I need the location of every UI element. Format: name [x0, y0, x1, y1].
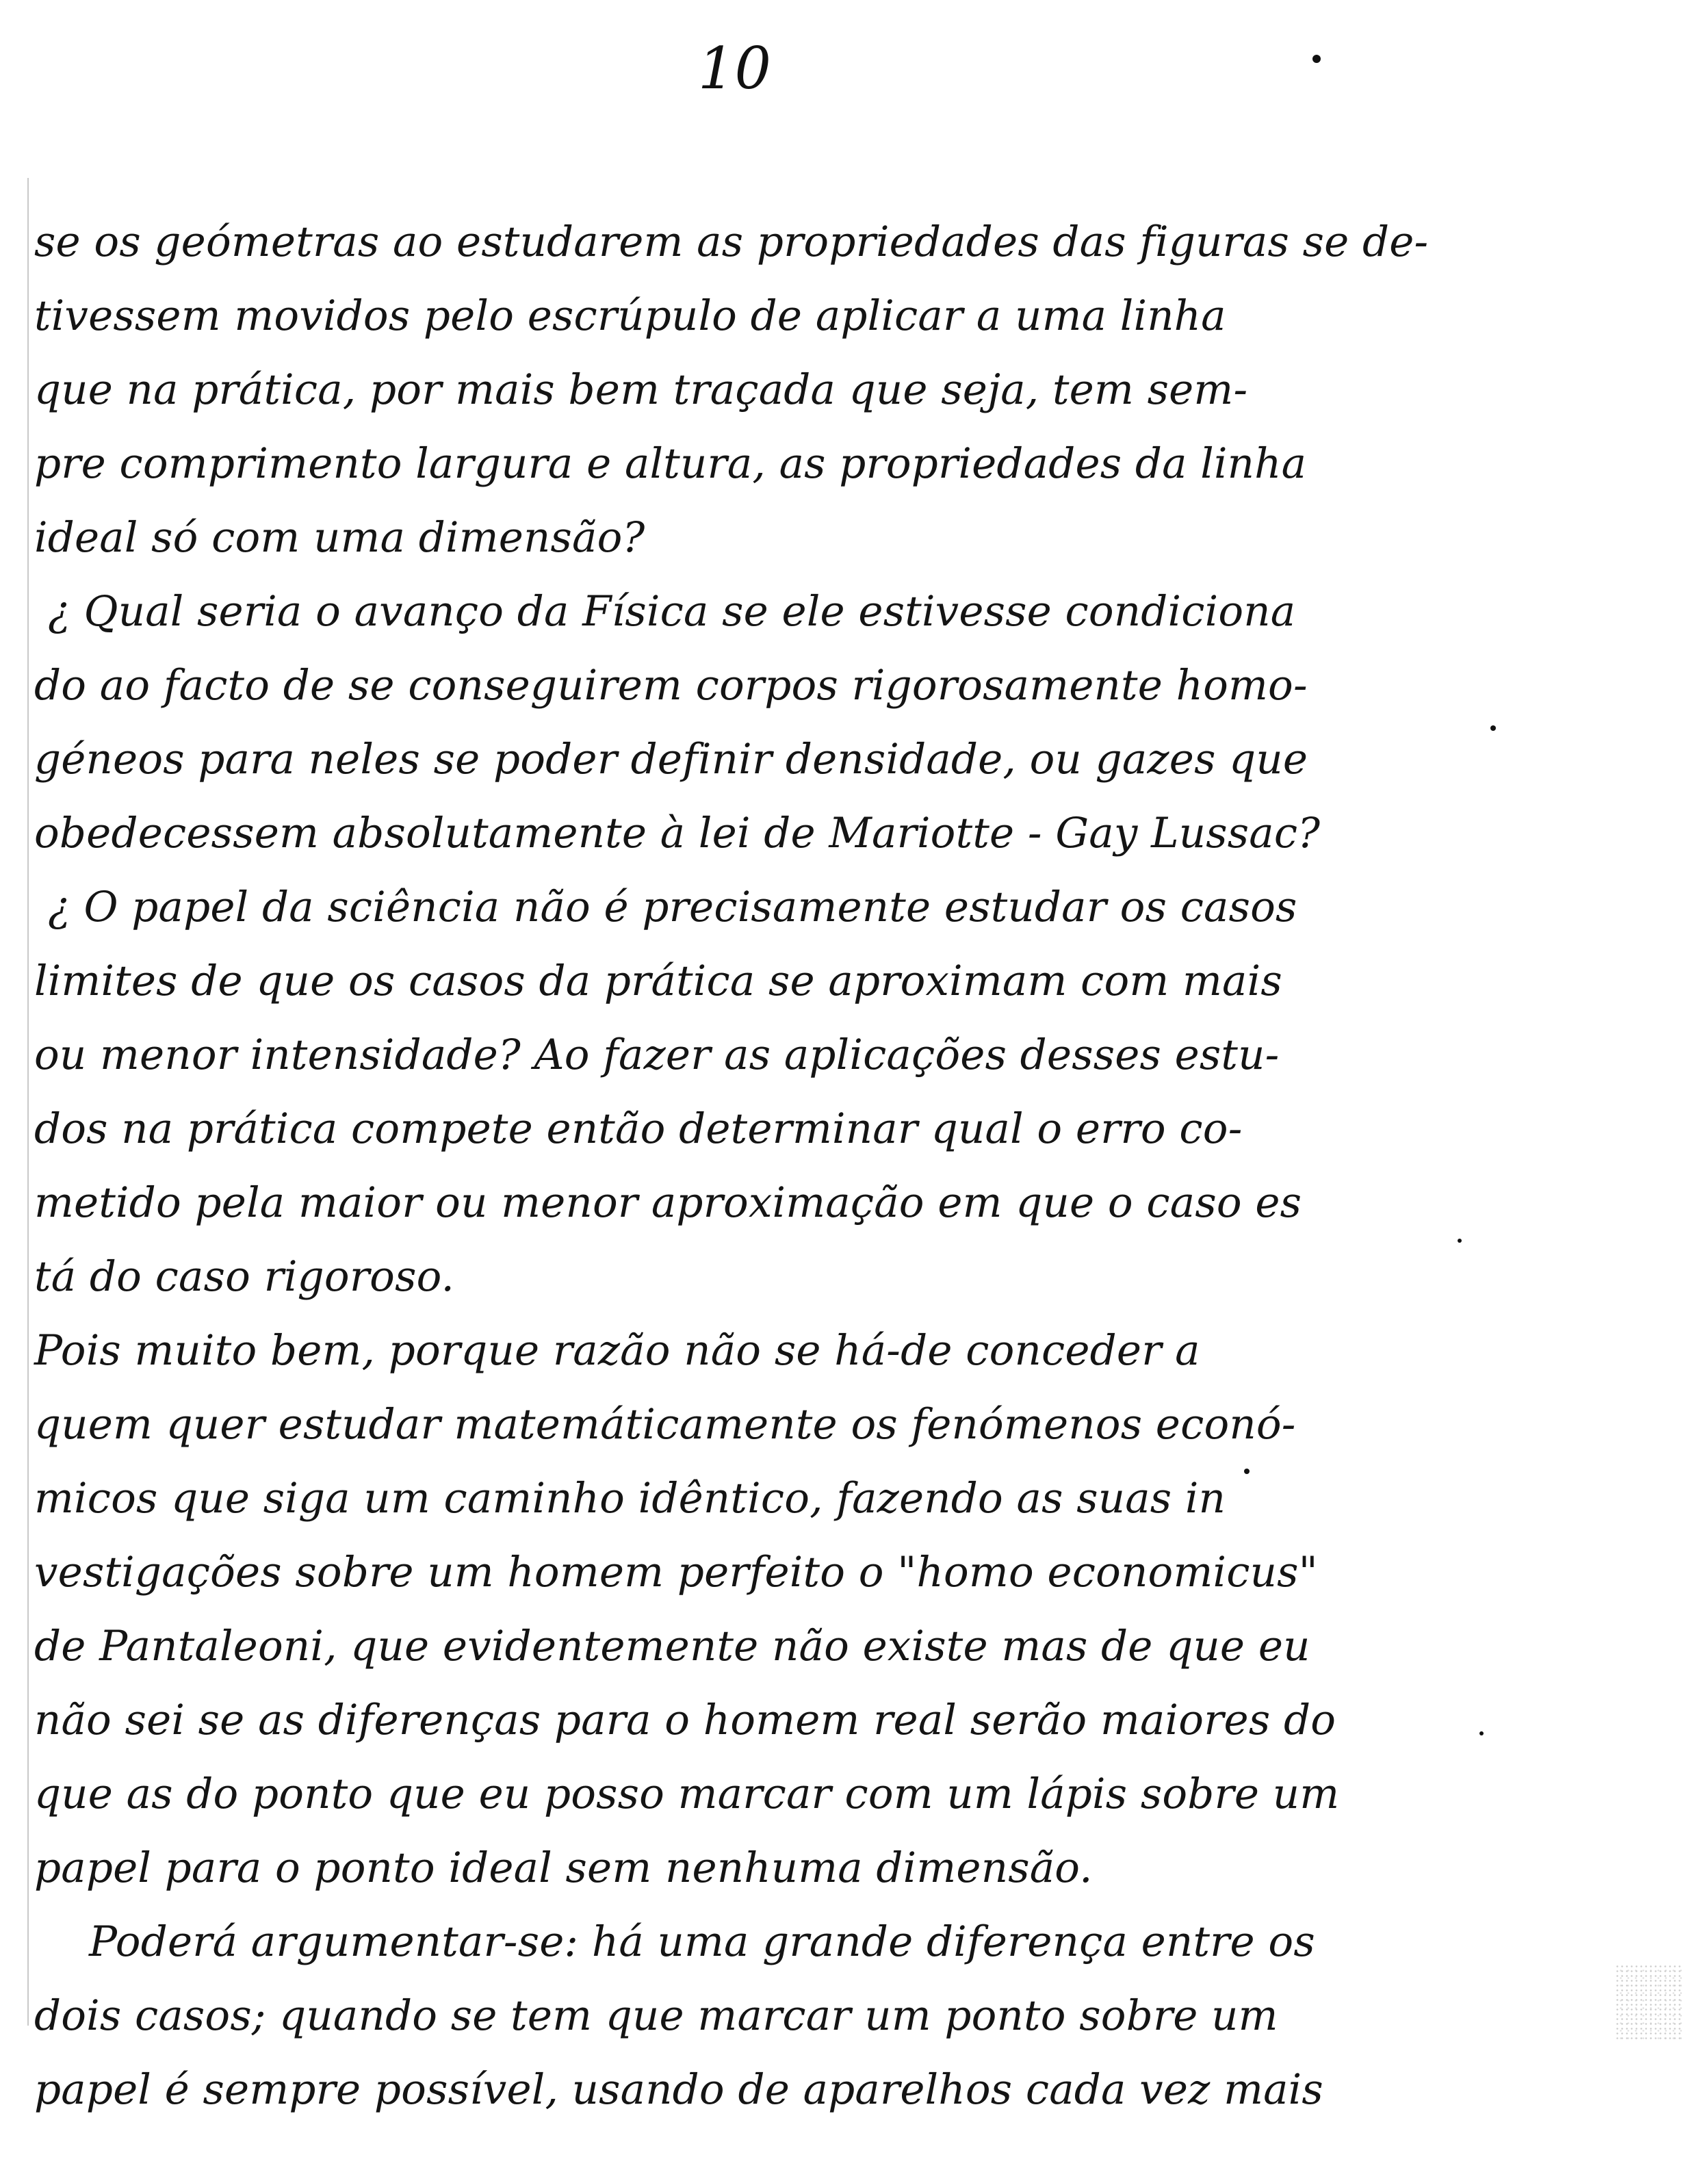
text-line: obedecessem absolutamente à lei de Mariotte - Gay Lussac?: [34, 809, 1321, 857]
text-line: limites de que os casos da prática se aproximam com mais: [34, 957, 1282, 1005]
text-line: micos que siga um caminho idêntico, fazendo as suas in: [34, 1474, 1226, 1523]
text-line: dos na prática compete então determinar qual o erro co-: [34, 1105, 1243, 1153]
text-line: que as do ponto que eu posso marcar com um lápis sobre um: [34, 1770, 1340, 1818]
text-line: papel para o ponto ideal sem nenhuma dimensão.: [34, 1844, 1093, 1892]
left-margin-line: [27, 178, 29, 2026]
text-line: que na prática, por mais bem traçada que seja, tem sem-: [34, 365, 1248, 414]
ink-dot: [1479, 1731, 1484, 1735]
text-line: papel é sempre possível, usando de aparelhos cada vez mais: [34, 2065, 1323, 2114]
text-line: tivessem movidos pelo escrúpulo de aplicar a uma linha: [34, 292, 1226, 340]
ink-dot: [1458, 1239, 1462, 1243]
text-line: géneos para neles se poder definir densidade, ou gazes que: [34, 735, 1308, 784]
ink-dot: [1490, 725, 1496, 731]
ink-dot: [1312, 55, 1321, 63]
text-line: dois casos; quando se tem que marcar um ponto sobre um: [34, 1991, 1278, 2040]
text-line: ¿ O papel da sciência não é precisamente estudar os casos: [48, 883, 1297, 931]
text-line: de Pantaleoni, que evidentemente não existe mas de que eu: [34, 1622, 1310, 1670]
text-line: quem quer estudar matemáticamente os fenómenos econó-: [34, 1400, 1296, 1449]
text-line: não sei se as diferenças para o homem real serão maiores do: [34, 1696, 1336, 1744]
text-line: ou menor intensidade? Ao fazer as aplicações desses estu-: [34, 1031, 1280, 1079]
text-line: pre comprimento largura e altura, as propriedades da linha: [34, 439, 1307, 488]
scan-noise-patch: [1615, 1964, 1683, 2039]
text-line: Poderá argumentar-se: há uma grande diferença entre os: [89, 1917, 1315, 1966]
page-number: 10: [698, 35, 771, 102]
text-line: se os geómetras ao estudarem as propriedades das figuras se de-: [34, 218, 1429, 266]
text-line: tá do caso rigoroso.: [34, 1252, 455, 1301]
text-line: Pois muito bem, porque razão não se há-de conceder a: [34, 1326, 1200, 1375]
text-line: do ao facto de se conseguirem corpos rigorosamente homo-: [34, 661, 1308, 710]
text-line: ¿ Qual seria o avanço da Física se ele estivesse condiciona: [48, 587, 1296, 636]
text-line: metido pela maior ou menor aproximação em que o caso es: [34, 1178, 1302, 1227]
handwritten-text-body: [34, 205, 1437, 2127]
text-line: vestigações sobre um homem perfeito o "homo economicus": [34, 1548, 1318, 1597]
text-line: ideal só com uma dimensão?: [34, 513, 645, 562]
